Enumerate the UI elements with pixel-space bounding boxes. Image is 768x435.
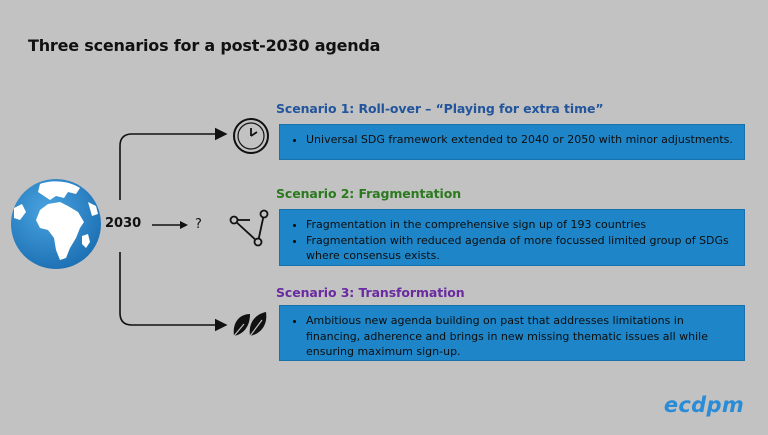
scenario-3-bullet-1: • Ambitious new agenda building on past that addresses limitations in financing, adherence and brings in new missing thematic issues all while ensuring maximum sign-up. xyxy=(306,313,734,360)
scenario-1-heading: Scenario 1: Roll-over – “Playing for extra time” xyxy=(276,101,604,116)
arrow-right-icon xyxy=(152,219,190,231)
leaves-icon xyxy=(230,308,270,340)
clock-icon xyxy=(232,117,270,155)
scenario-2-bullet-2: • Fragmentation with reduced agenda of more focussed limited group of SDGs where consensus exists. xyxy=(306,233,734,264)
scenario-2-box xyxy=(279,209,745,266)
slide-title: Three scenarios for a post-2030 agenda xyxy=(28,36,381,55)
ecdpm-logo: ecdpm xyxy=(663,393,744,417)
question-mark: ? xyxy=(195,217,202,232)
scenario-3-box xyxy=(279,305,745,361)
scenario-1-bullet-1: • Universal SDG framework extended to 2040 or 2050 with minor adjustments. xyxy=(306,132,734,148)
scenario-3-heading: Scenario 3: Transformation xyxy=(276,285,465,300)
year-label: 2030 xyxy=(105,216,142,231)
fragment-nodes-icon xyxy=(228,206,272,250)
scenario-2-heading: Scenario 2: Fragmentation xyxy=(276,186,462,201)
scenario-1-box xyxy=(279,124,745,160)
scenario-2-bullet-1: • Fragmentation in the comprehensive sign up of 193 countries xyxy=(306,217,734,233)
globe-icon xyxy=(10,178,102,270)
